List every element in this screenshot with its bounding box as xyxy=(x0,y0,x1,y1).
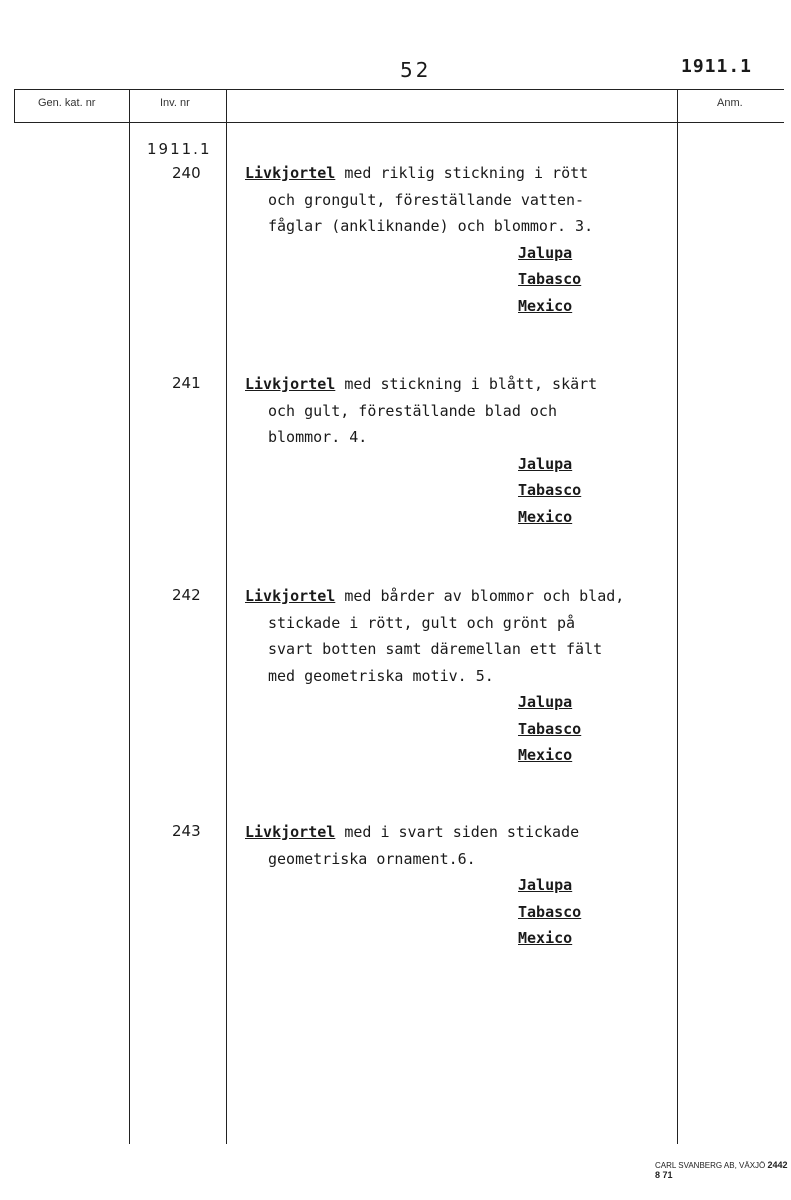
inventory-number: 240 xyxy=(172,164,201,182)
place-state: Tabasco xyxy=(518,719,582,738)
page-number: 52 xyxy=(400,58,432,82)
place-country: Mexico xyxy=(518,507,573,526)
place-village: Jalupa xyxy=(518,693,573,711)
place-village: Jalupa xyxy=(518,243,573,262)
inventory-number: 242 xyxy=(172,586,201,604)
place-village: Jalupa xyxy=(518,454,573,473)
column-header-gen-kat-nr: Gen. kat. nr xyxy=(38,97,96,109)
entry-line: stickade i rött, gult och grönt på xyxy=(268,613,576,632)
entry-line: geometriska ornament.6. xyxy=(268,849,476,868)
place-state: Tabasco xyxy=(518,902,582,921)
object-term: Livkjortel xyxy=(245,823,336,841)
place-country: Mexico xyxy=(518,929,573,947)
form-code: 2442 8 71 xyxy=(655,1160,788,1180)
column-header-anm: Anm. xyxy=(717,97,743,109)
place-country: Mexico xyxy=(518,296,573,315)
place-state: Tabasco xyxy=(518,270,582,288)
inventory-number: 241 xyxy=(172,374,201,392)
place-country: Mexico xyxy=(518,746,573,764)
catalog-entry xyxy=(245,160,715,319)
printer-imprint xyxy=(655,1160,791,1180)
inventory-number: 243 xyxy=(172,822,201,840)
column-divider-inv-desc xyxy=(226,89,227,1144)
entry-line: och gult, föreställande blad och xyxy=(268,401,557,420)
entry-first-line: Livkjortel med bårder av blommor och blad, xyxy=(245,587,625,605)
entry-line: svart botten samt däremellan ett fält xyxy=(268,640,603,658)
catalog-entry xyxy=(245,371,715,530)
entry-first-line: Livkjortel med riklig stickning i rött xyxy=(245,164,589,182)
series-header: 1911.1 xyxy=(681,56,753,77)
entry-line: fåglar (ankliknande) och blommor. 3. xyxy=(268,217,594,235)
object-term: Livkjortel xyxy=(245,587,336,605)
catalog-entry xyxy=(245,819,715,952)
entry-line: och grongult, föreställande vatten- xyxy=(268,190,585,209)
entry-line: blommor. 4. xyxy=(268,428,368,446)
object-term: Livkjortel xyxy=(245,375,336,393)
catalog-entry xyxy=(245,583,715,769)
entry-first-line: Livkjortel med stickning i blått, skärt xyxy=(245,375,598,393)
left-border xyxy=(14,89,15,123)
object-term: Livkjortel xyxy=(245,164,336,182)
column-divider-gen-inv xyxy=(129,89,130,1144)
printer-name: CARL SVANBERG AB, VÄXJÖ xyxy=(655,1161,766,1170)
series-label: 1911.1 xyxy=(147,140,212,158)
place-village: Jalupa xyxy=(518,876,573,894)
place-state: Tabasco xyxy=(518,481,582,499)
entry-line: med geometriska motiv. 5. xyxy=(268,666,494,685)
entry-first-line: Livkjortel med i svart siden stickade xyxy=(245,823,580,841)
column-header-inv-nr: Inv. nr xyxy=(160,97,190,109)
